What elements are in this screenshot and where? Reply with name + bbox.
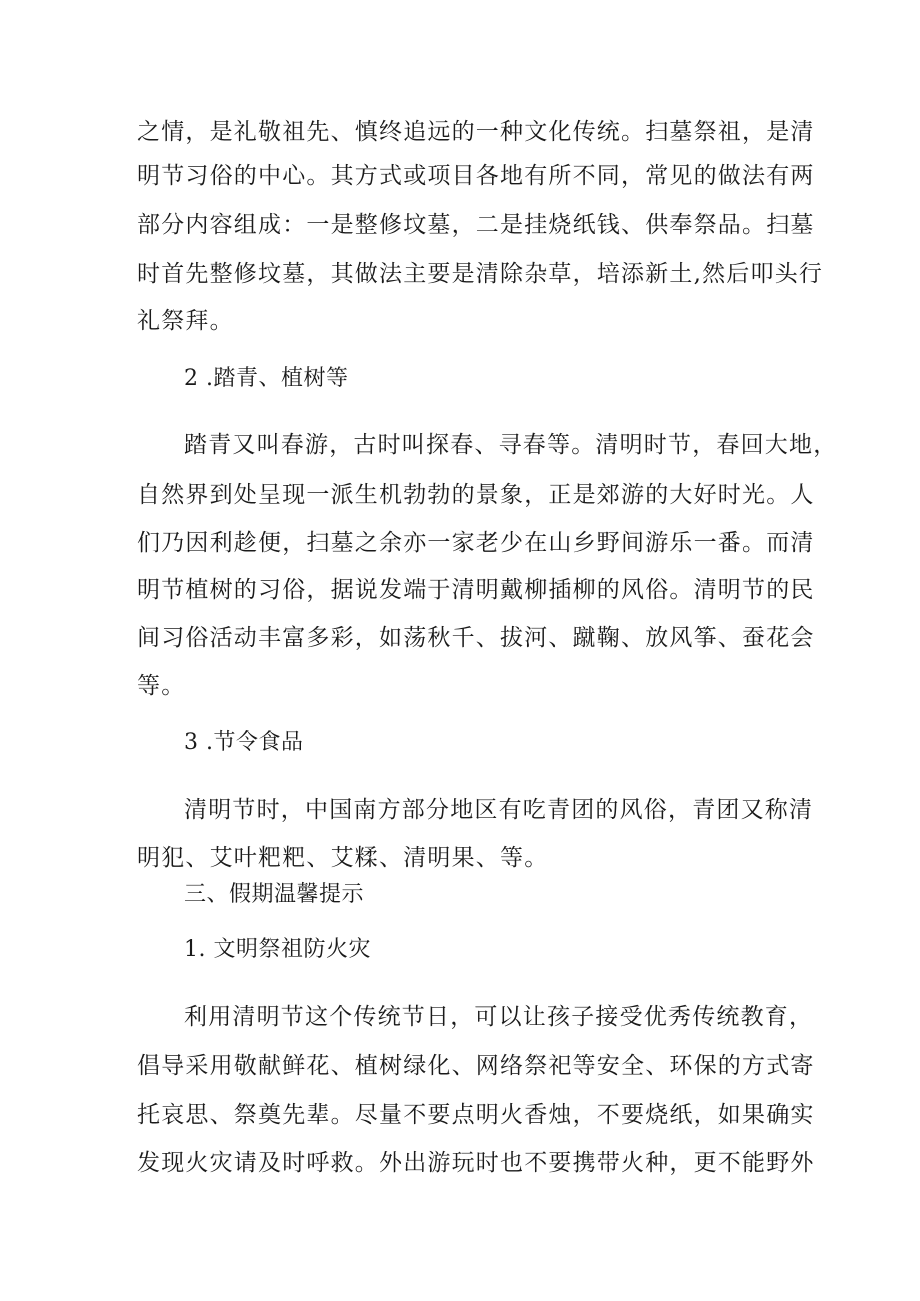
paragraph-line: 踏青又叫春游，古时叫探春、寻春等。清明时节，春回大地，: [184, 432, 838, 458]
section-heading: 2 .踏青、植树等: [184, 366, 349, 391]
paragraph-line: 托哀思、祭奠先辈。尽量不要点明火香烛，不要烧纸，如果确实: [137, 1102, 815, 1128]
paragraph-line: 礼祭拜。: [137, 308, 234, 334]
paragraph-line: 清明节时，中国南方部分地区有吃青团的风俗，青团又称清: [184, 797, 814, 823]
paragraph-line: 明节植树的习俗，据说发端于清明戴柳插柳的风俗。清明节的民: [137, 577, 815, 603]
paragraph-line: 明节习俗的中心。其方式或项目各地有所不同，常见的做法有两: [137, 163, 815, 189]
paragraph-line: 部分内容组成：一是整修坟墓，二是挂烧纸钱、供奉祭品。扫墓: [137, 212, 815, 238]
paragraph-line: 等。: [137, 673, 186, 699]
paragraph-line: 自然界到处呈现一派生机勃勃的景象，正是郊游的大好时光。人: [137, 482, 815, 508]
paragraph-line: 们乃因利趁便，扫墓之余亦一家老少在山乡野间游乐一番。而清: [137, 530, 815, 556]
paragraph-line: 间习俗活动丰富多彩，如荡秋千、拔河、蹴鞠、放风筝、蚕花会: [137, 625, 815, 651]
paragraph-line: 时首先整修坟墓，其做法主要是清除杂草，培添新土,然后叩头行: [137, 261, 824, 287]
subsection-heading: 1. 文明祭祖防火灾: [184, 937, 371, 962]
paragraph-line: 利用清明节这个传统节日，可以让孩子接受优秀传统教育，: [184, 1004, 814, 1030]
paragraph-line: 倡导采用敬献鲜花、植树绿化、网络祭祀等安全、环保的方式寄: [137, 1053, 815, 1079]
paragraph-line: 之情，是礼敬祖先、慎终追远的一种文化传统。扫墓祭祖，是清: [137, 119, 815, 145]
section-title: 三、假期温馨提示: [184, 882, 365, 907]
paragraph-line: 明犯、艾叶粑粑、艾糅、清明果、等。: [137, 845, 549, 871]
section-heading: 3 .节令食品: [184, 730, 304, 755]
paragraph-line: 发现火灾请及时呼救。外出游玩时也不要携带火种，更不能野外: [137, 1150, 815, 1176]
